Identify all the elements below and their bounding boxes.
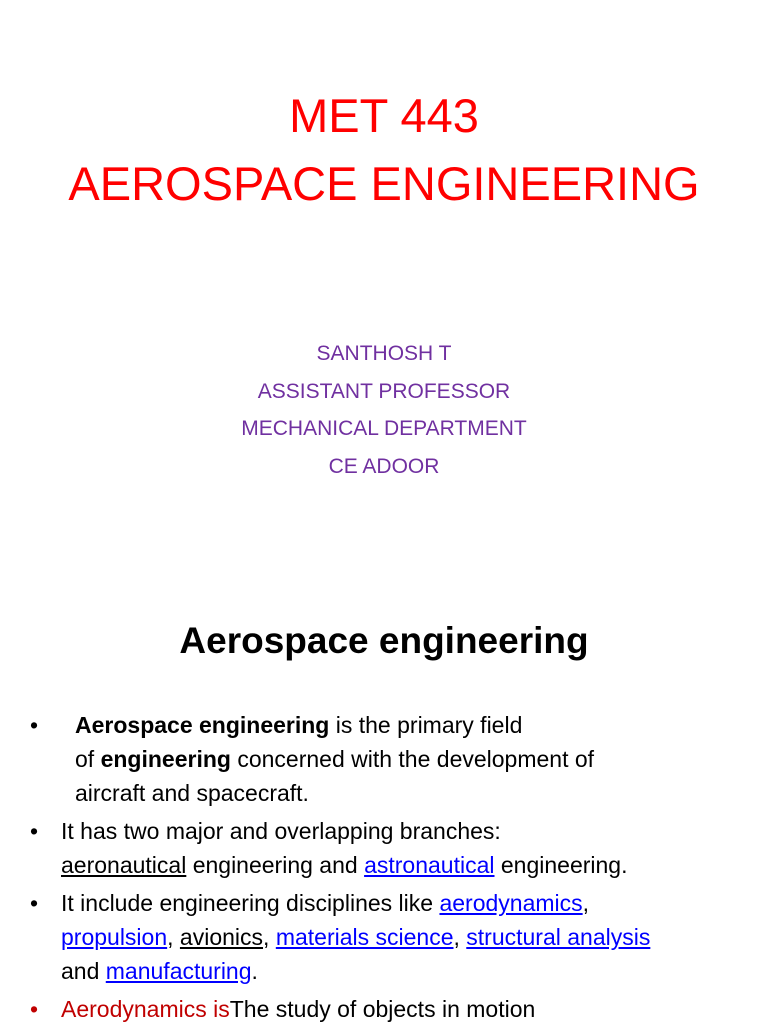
bullet-glyph: • bbox=[30, 890, 39, 916]
manufacturing-link[interactable]: manufacturing bbox=[105, 958, 252, 984]
structural-analysis-link[interactable]: structural analysis bbox=[466, 924, 651, 950]
slide-2-title: Aerospace engineering bbox=[179, 620, 589, 661]
comma: , bbox=[453, 924, 467, 950]
propulsion-link[interactable]: propulsion bbox=[61, 924, 168, 950]
slide-title bbox=[0, 82, 768, 218]
author-department: MECHANICAL DEPARTMENT bbox=[241, 417, 527, 440]
bullet-text: is the primary field bbox=[329, 712, 523, 738]
bullet-item bbox=[30, 814, 750, 882]
author-institution: CE ADOOR bbox=[328, 454, 440, 478]
author-info bbox=[0, 335, 768, 485]
bold-term: Aerospace engineering bbox=[75, 712, 330, 738]
bullet-list bbox=[30, 708, 750, 1030]
bullet-text: concerned with the development of bbox=[230, 746, 595, 772]
author-position: ASSISTANT PROFESSOR bbox=[257, 379, 511, 403]
slide-1 bbox=[0, 0, 768, 512]
avionics-term: avionics bbox=[179, 924, 264, 950]
bullet-text: of bbox=[75, 746, 101, 772]
aerodynamics-link[interactable]: aerodynamics bbox=[439, 890, 583, 916]
bullet-text: It has two major and overlapping branches: bbox=[61, 818, 501, 844]
bold-term: engineering bbox=[100, 746, 231, 772]
bullet-glyph: • bbox=[30, 712, 39, 738]
comma: , bbox=[582, 890, 590, 916]
bullet-item bbox=[30, 992, 750, 1026]
bullet-item bbox=[30, 886, 750, 988]
bullet-glyph: • bbox=[30, 818, 39, 844]
bullet-text: aircraft and spacecraft. bbox=[75, 780, 309, 806]
bullet-text: The study of objects in motion bbox=[229, 996, 536, 1022]
bullet-item bbox=[30, 708, 750, 810]
materials-science-link[interactable]: materials science bbox=[275, 924, 454, 950]
period: . bbox=[251, 958, 258, 984]
course-name: AEROSPACE ENGINEERING bbox=[68, 157, 700, 210]
bullet-text: engineering. bbox=[494, 852, 628, 878]
bullet-text: It include engineering disciplines like bbox=[61, 890, 440, 916]
comma: , bbox=[263, 924, 276, 950]
red-term: Aerodynamics is bbox=[61, 996, 230, 1022]
astronautical-link[interactable]: astronautical bbox=[364, 852, 495, 878]
bullet-glyph: • bbox=[30, 996, 39, 1022]
bullet-text: and bbox=[61, 958, 106, 984]
author-name: SANTHOSH T bbox=[316, 342, 452, 365]
course-code: MET 443 bbox=[289, 89, 479, 142]
comma: , bbox=[167, 924, 180, 950]
aeronautical-term: aeronautical bbox=[61, 852, 187, 878]
bullet-text: engineering and bbox=[186, 852, 365, 878]
